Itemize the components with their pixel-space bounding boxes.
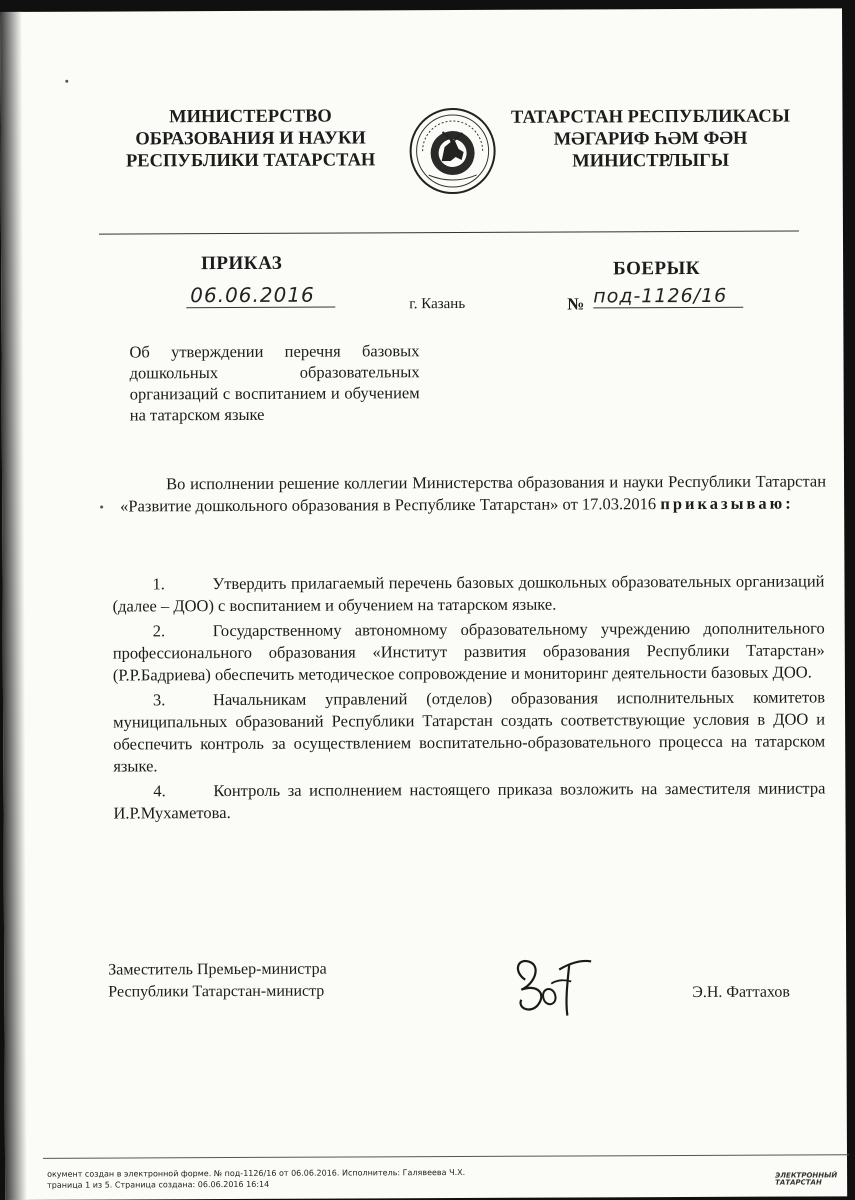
order-preamble xyxy=(120,470,826,517)
header-ru-line: ОБРАЗОВАНИЯ И НАУКИ xyxy=(135,128,366,150)
scan-speck xyxy=(100,506,103,509)
handwritten-signature xyxy=(507,949,597,1019)
footer-line: окумент создан в электронной форме. № под-1126/16 от 06.06.2016. Исполнитель: Галявеева Ч.Х. xyxy=(47,1167,466,1179)
order-title-ru: ПРИКАЗ xyxy=(201,252,283,275)
logo-line: ТАТАРСТАН xyxy=(775,1178,822,1187)
item-number: 1. xyxy=(152,574,165,594)
scan-speck xyxy=(65,80,68,83)
header-tt-line: МИНИСТРЛЫГЫ xyxy=(572,150,730,172)
electronic-tatarstan-logo xyxy=(775,1172,837,1186)
order-item xyxy=(113,777,825,824)
header-ru-line: МИНИСТЕРСТВО xyxy=(169,106,332,128)
signer-position-line: Заместитель Премьер-министра xyxy=(108,960,327,979)
order-item xyxy=(113,617,825,686)
header-tt-line: ТАТАРСТАН РЕСПУБЛИКАСЫ xyxy=(510,106,790,128)
item-text: Государственному автономному образовательному учреждению дополнительного профессионального образования «Институт развития образования Республики Татарстан» (Р.Р.Бадриева) обеспечить методическое сопровождение и мониторинг деятельности базовых ДОО. xyxy=(112,618,825,685)
item-number: 4. xyxy=(153,781,166,801)
signer-position xyxy=(108,959,327,1004)
item-text: Контроль за исполнением настоящего приказа возложить на заместителя министра И.Р.Мухаметова. xyxy=(113,778,826,823)
item-number: 3. xyxy=(152,690,166,710)
preamble-command: приказываю: xyxy=(660,493,794,514)
order-number-sign: № xyxy=(567,294,585,314)
footer-line: траница 1 из 5. Страница создана: 06.06.2016 16:14 xyxy=(47,1179,270,1190)
signer-name: Э.Н. Фаттахов xyxy=(692,983,790,1001)
item-text: Начальникам управлений (отделов) образования исполнительных комитетов муниципальных образований Республики Татарстан создать соответствующие условия в ДОО и обеспечить контроль за осуществлением воспитательно-образовательного процесса на татарском языке. xyxy=(113,687,826,776)
signer-position-line: Республики Татарстан-министр xyxy=(108,982,325,1001)
footer-metadata xyxy=(47,1167,465,1191)
order-number: под-1126/16 xyxy=(593,285,743,309)
ministry-header-ru xyxy=(60,105,440,173)
order-date: 06.06.2016 xyxy=(186,283,335,309)
order-item xyxy=(112,570,824,617)
order-item xyxy=(113,686,825,777)
preamble-text: Во исполнении решение коллегии Министерства образования и науки Республики Татарстан «Развитие дошкольного образования в Республике Татарстан» от 17.03.2016 xyxy=(120,471,827,516)
header-ru-line: РЕСПУБЛИКИ ТАТАРСТАН xyxy=(125,150,376,172)
ministry-header-tt xyxy=(480,105,820,172)
item-number: 2. xyxy=(152,621,166,641)
order-subject: Об утверждении перечня базовых дошкольных образовательных организаций с воспитанием и обучением на татарском языке xyxy=(129,341,420,425)
order-city: г. Казань xyxy=(409,295,466,313)
logo-line: ЭЛЕКТРОННЫЙ xyxy=(775,1171,838,1180)
footer-divider xyxy=(43,1154,849,1159)
header-divider xyxy=(99,231,799,235)
order-items xyxy=(112,570,825,827)
item-text: Утвердить прилагаемый перечень базовых дошкольных образовательных организаций (далее – ДОО) с воспитанием и обучением на татарском языке. xyxy=(112,571,825,616)
header-tt-line: МӘГАРИФ ҺӘМ ФӘН xyxy=(553,128,748,150)
order-title-tt: БОЕРЫК xyxy=(613,257,701,280)
document-page xyxy=(0,8,847,1200)
